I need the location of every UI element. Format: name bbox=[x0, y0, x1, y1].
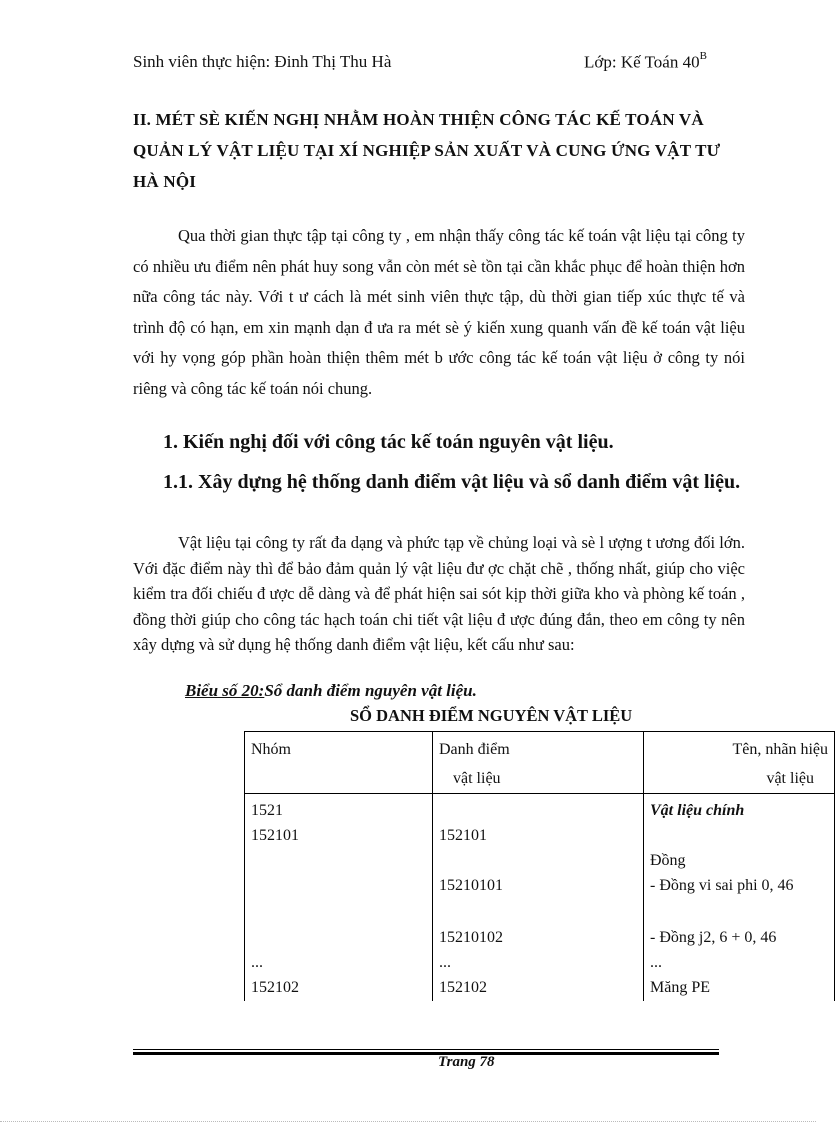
table-row bbox=[245, 794, 835, 1002]
table-title: SỔ DANH ĐIỂM NGUYÊN VẬT LIỆU bbox=[350, 706, 633, 725]
caption-text: Sổ danh điểm nguyên vật liệu. bbox=[264, 681, 477, 700]
table-caption bbox=[185, 681, 477, 701]
footer-rule-thin bbox=[133, 1049, 719, 1050]
paragraph-intro: Qua thời gian thực tập tại công ty , em nhận thấy công tác kế toán vật liệu tại công ty có nhiều ưu điểm nên phát huy song vẫn còn mét sè tồn tại cần khắc phục để hoàn thiện hơn nữa công tác này. Với t ư cách là mét sinh viên thực tập, dù thời gian tiếp xúc thực tế và trình độ có hạn, em xin mạnh dạn đ ưa ra mét sè ý kiến xung quanh vấn đề kế toán vật liệu với hy vọng góp phần hoàn thiện thêm mét b ước công tác kế toán vật liệu ở công ty nói riêng và công tác kế toán nói chung. bbox=[133, 226, 745, 398]
section-title: II. MÉT SÈ KIẾN NGHỊ NHẰM HOÀN THIỆN CÔNG TÁC KẾ TOÁN VÀ QUẢN LÝ VẬT LIỆU TẠI XÍ NGHIỆP SẢN XUẤT VÀ CUNG ỨNG VẬT TƯ HÀ NỘI bbox=[133, 110, 721, 191]
name-column: Vật liệu chính Đồng - Đồng vi sai phi 0, 46 - Đồng j2, 6 + 0, 46 ... Măng PE bbox=[644, 794, 835, 1002]
table-header-row bbox=[245, 732, 835, 794]
page-number: Trang 78 bbox=[438, 1054, 495, 1070]
page-edge bbox=[0, 1121, 816, 1122]
header-student: Sinh viên thực hiện: Đinh Thị Thu Hà bbox=[133, 52, 392, 71]
heading-1: 1. Kiến nghị đối với công tác kế toán nguyên vật liệu. bbox=[163, 431, 614, 453]
group-column: 1521 152101 ... 152102 bbox=[245, 794, 433, 1002]
caption-label: Biểu số 20: bbox=[185, 681, 265, 700]
heading-1-1: 1.1. Xây dựng hệ thống danh điểm vật liệu và sổ danh điểm vật liệu. bbox=[163, 471, 741, 493]
header-code: Danh điểm vật liệu bbox=[433, 732, 644, 794]
paragraph-materials: Vật liệu tại công ty rất đa dạng và phức tạp về chủng loại và sè l ượng t ương đối lớn. Với đặc điểm này thì để bảo đảm quản lý vật liệu đư ợc chặt chẽ , thống nhất, giúp cho việc kiểm tra đối chiếu đ ược dễ dàng và để phát hiện sai sót kịp thời giữa kho và phòng kế toán , đồng thời giúp cho công tác hạch toán chi tiết vật liệu đ ược đúng đắn, theo em công ty nên xây dựng và sử dụng hệ thống danh điểm vật liệu, kết cấu như sau: bbox=[133, 533, 745, 654]
catalog-table bbox=[244, 731, 835, 1001]
header-group: Nhóm bbox=[245, 732, 433, 794]
header-name: Tên, nhãn hiệu vật liệu bbox=[644, 732, 835, 794]
code-column: 152101 15210101 15210102 ... 152102 bbox=[433, 794, 644, 1002]
footer-rule-thick bbox=[133, 1052, 719, 1055]
header-class: Lớp: Kế Toán $40^B$ bbox=[584, 50, 707, 72]
